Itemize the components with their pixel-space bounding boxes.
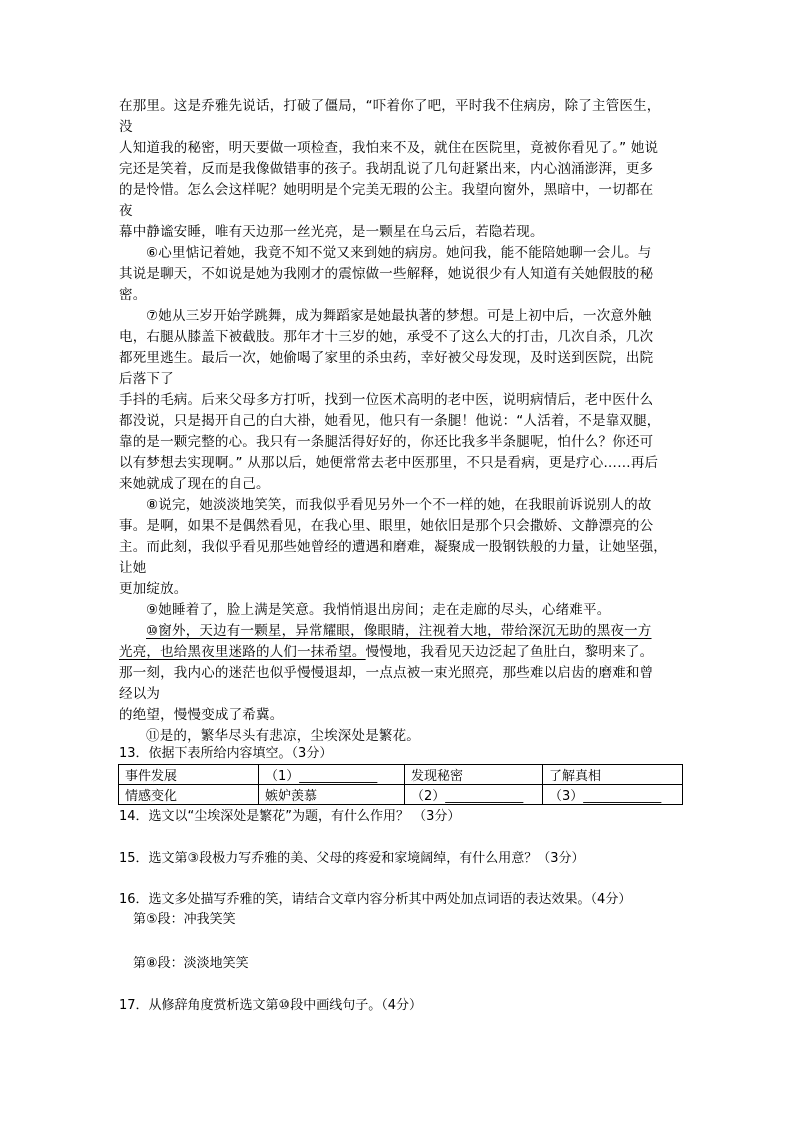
table-cell: 情感变化: [119, 785, 259, 805]
question-13: 13．依据下表所给内容填空。（3分）: [119, 746, 333, 761]
passage-line: 人知道我的秘密，明天要做一项检查，我怕来不及，就住在医院里，竟被你看见了。” 她说: [119, 140, 659, 156]
fill-in-table: [118, 764, 683, 805]
passage-line: 幕中静谧安睡，唯有天边那一丝光亮，是一颗星在乌云后，若隐若现。: [119, 224, 544, 240]
passage-line: 手抖的毛病。后来父母多方打听，找到一位医术高明的老中医，说明病情后，老中医什么: [119, 392, 654, 408]
passage-line: 那一刻，我内心的迷茫也似乎慢慢退却，一点点被一束光照亮，那些难以启齿的磨难和曾: [119, 665, 654, 681]
passage-line: 主。而此刻，我似乎看见那些她曾经的遭遇和磨难，凝聚成一股钢铁般的力量，让她坚强，: [119, 539, 667, 555]
underlined-sentence-line-1: ⑩窗外，天边有一颗星，异常耀眼，像眼睛，注视着大地，带给深沉无助的黑夜一方: [146, 623, 652, 639]
passage-line: 都死里逃生。最后一次，她偷喝了家里的杀虫药，幸好被父母发现，及时送到医院，出院: [119, 350, 654, 366]
passage-line: 夜: [119, 203, 133, 219]
passage-fragment: 慢慢地，我看见天边泛起了鱼肚白，黎明来了。: [365, 644, 654, 660]
table-row: [119, 785, 683, 805]
passage-line: 让她: [119, 560, 147, 576]
question-16: 16．选文多处描写乔雅的笑，请结合文章内容分析其中两处加点词语的表达效果。（4分）: [119, 892, 632, 907]
paragraph-11: ⑪是的，繁华尽头有悲凉，尘埃深处是繁花。: [146, 728, 420, 744]
passage-line: 靠的是一颗完整的心。我只有一条腿活得好好的，你还比我多半条腿呢，怕什么？你还可: [119, 434, 654, 450]
passage-line: 没: [119, 119, 133, 135]
passage-line: 事。是啊，如果不是偶然看见，在我心里、眼里，她依旧是那个只会撒娇、文静漂亮的公: [119, 518, 654, 534]
question-15: 15．选文第③段极力写乔雅的美、父母的疼爱和家境阔绰，有什么用意？（3分）: [119, 851, 585, 866]
passage-line: 密。: [119, 287, 147, 303]
passage-line: 的是怜惜。怎么会这样呢？她明明是个完美无瑕的公主。我望向窗外，黑暗中，一切都在: [119, 182, 654, 198]
answer-blank-3[interactable]: （3）____________: [543, 785, 683, 805]
passage-line: 更加绽放。: [119, 581, 188, 597]
passage-line: 的绝望，慢慢变成了希冀。: [119, 707, 284, 723]
underlined-sentence-line-2: 光亮，也给黑夜里迷路的人们一抹希望。: [119, 644, 366, 660]
passage-line: 完还是笑着，反而是我像做错事的孩子。我胡乱说了几句赶紧出来，内心汹涌澎湃，更多: [119, 161, 654, 177]
paragraph-6-start: ⑥心里惦记着她，我竟不知不觉又来到她的病房。她问我，能不能陪她聊一会儿。与: [146, 245, 652, 261]
question-17: 17．从修辞角度赏析选文第⑩段中画线句子。（4分）: [119, 998, 422, 1013]
passage-line: 在那里。这是乔雅先说话，打破了僵局，“吓着你了吧，平时我不住病房，除了主管医生，: [119, 98, 661, 114]
paragraph-9: ⑨她睡着了，脸上满是笑意。我悄悄退出房间；走在走廊的尽头，心绪难平。: [146, 602, 611, 618]
passage-line: 都没说，只是揭开自己的白大褂，她看见，他只有一条腿！他说：“人活着，不是靠双腿，: [119, 413, 661, 429]
passage-line: 其说是聊天，不如说是她为我刚才的震惊做一些解释，她说很少有人知道有关她假肢的秘: [119, 266, 654, 282]
table-cell: 事件发展: [119, 765, 259, 785]
passage-line: 经以为: [119, 686, 161, 702]
passage-line: 来她就成了现在的自己。: [119, 476, 270, 492]
question-16-item-5: 第⑤段：冲我笑笑: [133, 912, 236, 927]
passage-line: 以有梦想去实现啊。” 从那以后，她便常常去老中医那里，不只是看病，更是疗心……再后: [119, 455, 659, 471]
table-cell: 了解真相: [543, 765, 683, 785]
passage-line-mixed: [119, 642, 689, 662]
question-14: 14．选文以“尘埃深处是繁花”为题，有什么作用？ （3分）: [119, 809, 461, 824]
table-cell: 发现秘密: [405, 765, 543, 785]
answer-blank-1[interactable]: （1）____________: [259, 765, 405, 785]
passage-line: 后落下了: [119, 371, 174, 387]
passage-line: 电，右腿从膝盖下被截肢。那年才十三岁的她，承受不了这么大的打击，几次自杀，几次: [119, 329, 654, 345]
paragraph-8-start: ⑧说完，她淡淡地笑笑，而我似乎看见另外一个不一样的她，在我眼前诉说别人的故: [146, 497, 652, 513]
table-cell: 嫉妒羡慕: [259, 785, 405, 805]
answer-blank-2[interactable]: （2）____________: [405, 785, 543, 805]
table-row: [119, 765, 683, 785]
question-16-item-8: 第⑧段：淡淡地笑笑: [133, 956, 249, 971]
paragraph-7-start: ⑦她从三岁开始学跳舞，成为舞蹈家是她最执著的梦想。可是上初中后，一次意外触: [146, 308, 652, 324]
